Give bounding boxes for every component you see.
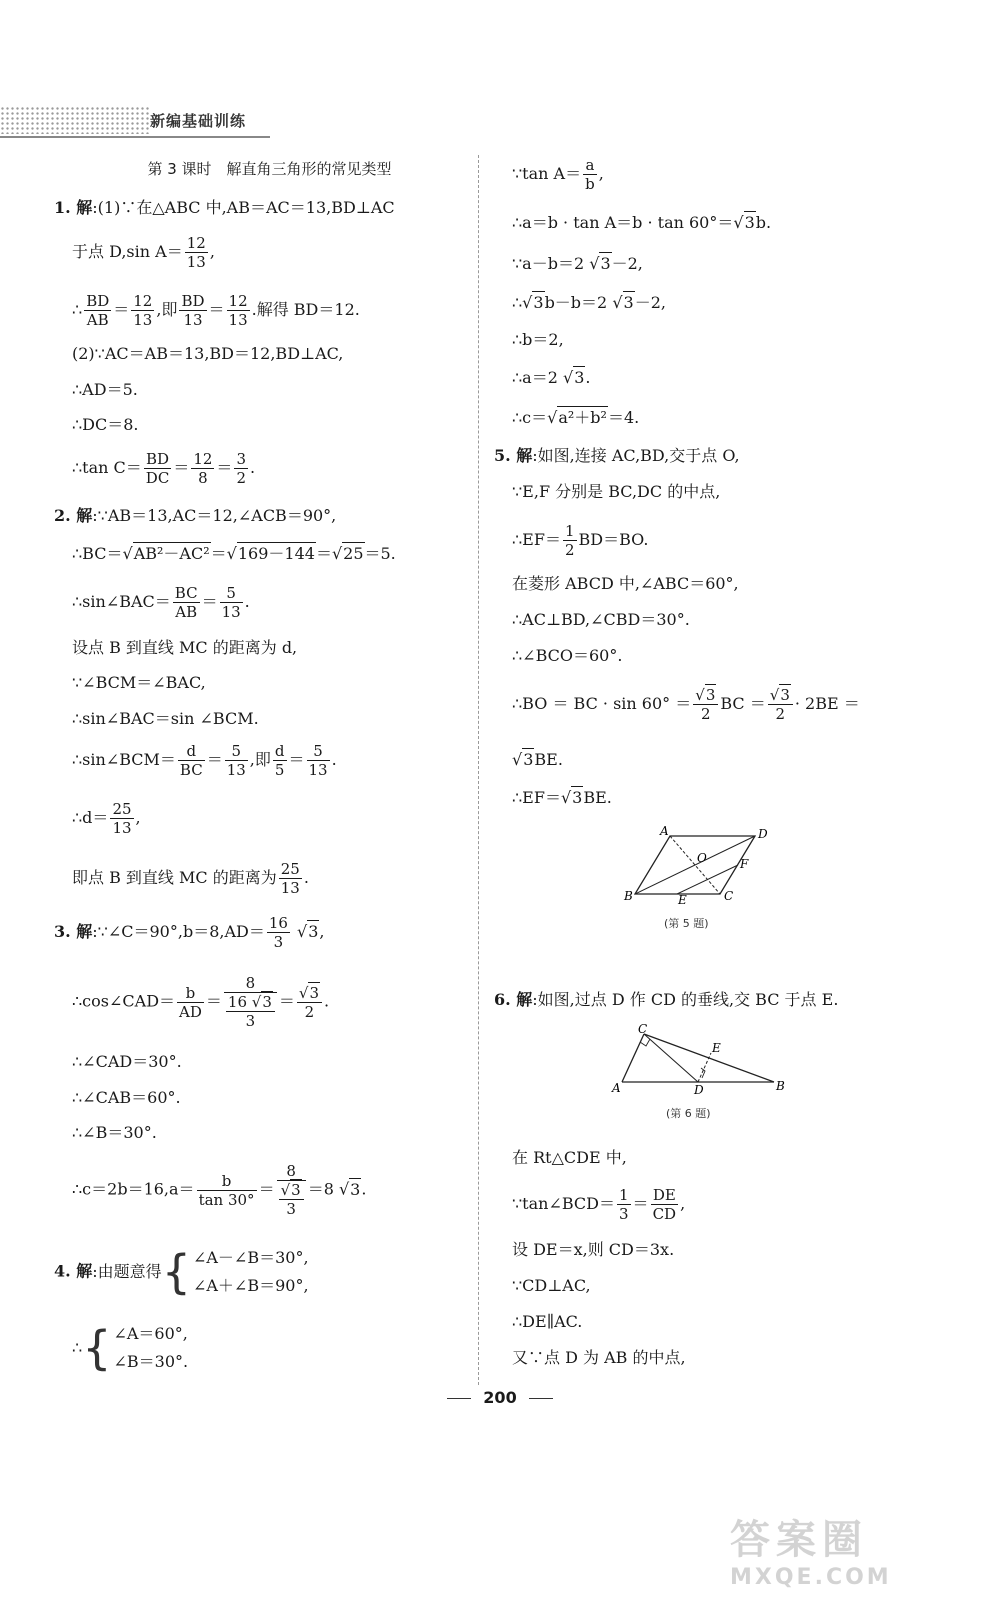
page-number: 200 — [0, 1388, 1000, 1407]
problem-6-label: 6. 解 — [494, 990, 533, 1009]
label-f: F — [740, 857, 749, 871]
problem-2-line-2: ∴BC＝√AB²－AC²＝√169－144＝√25＝5. — [72, 544, 396, 563]
page-number-dash-left — [447, 1398, 471, 1399]
problem-6-line-6: ∴DE∥AC. — [512, 1312, 583, 1331]
problem-1-line-4: (2)∵AC＝AB＝13,BD＝12,BD⊥AC, — [72, 344, 344, 363]
compound-fraction: $\frac{8}{\frac{√3}{3}}$ — [277, 1162, 306, 1218]
fraction: $\frac{12}{13}$ — [228, 292, 248, 329]
fraction: $\frac{DE}{CD}$ — [652, 1186, 677, 1223]
fraction: $\frac{1}{2}$ — [564, 522, 575, 559]
problem-5-line-1: 5. 解:如图,连接 AC,BD,交于点 O, — [494, 446, 740, 465]
problem-3-line-2: ∴cos∠CAD＝ $\frac{b}{AD}$ ＝ $\frac{8}{\frac{16 √3}{3}}$ ＝ $\frac{√3}{2}$ . — [72, 974, 330, 1030]
figure-6-triangle — [612, 1022, 788, 1097]
problem-5-line-2: ∵E,F 分别是 BC,DC 的中点, — [512, 482, 721, 501]
problem-2-line-1: 2. 解:∵AB＝13,AC＝12,∠ACB＝90°, — [54, 506, 337, 525]
fraction: $\frac{BD}{DC}$ — [145, 450, 170, 487]
problem-4-line-1: 4. 解:由题意得 { ∠A－∠B＝30°, ∠A＋∠B＝90°, — [54, 1245, 309, 1299]
right-line-6: ∴a＝2 √3. — [512, 368, 591, 387]
right-line-5: ∴b＝2, — [512, 330, 564, 349]
page-number-dash-right — [529, 1398, 553, 1399]
problem-1-line-3: ∴ $\frac{BD}{AB}$ ＝ $\frac{12}{13}$ ,即 $\frac{BD}{13}$ ＝ $\frac{12}{13}$ .解得 BD＝12. — [72, 292, 360, 329]
problem-5-line-6: ∴∠BCO＝60°. — [512, 646, 623, 665]
fraction: $\frac{12}{13}$ — [133, 292, 153, 329]
right-line-7: ∴c＝√a²＋b²＝4. — [512, 408, 640, 427]
fraction: $\frac{b}{\tan 30^\circ}$ — [198, 1171, 255, 1209]
problem-1-line-2: 于点 D,sin A＝ $\frac{12}{13}$ , — [72, 234, 215, 271]
problem-6-line-1: 6. 解:如图,过点 D 作 CD 的垂线,交 BC 于点 E. — [494, 990, 839, 1009]
right-line-4: ∴√3b－b＝2 √3－2, — [512, 293, 666, 312]
problem-5-line-8: √3BE. — [512, 750, 563, 769]
watermark-bottom-text: MXQE.COM — [730, 1565, 892, 1590]
fraction: $\frac{d}{5}$ — [274, 742, 285, 779]
problem-1-label: 1. 解 — [54, 198, 93, 217]
fraction: $\frac{a}{b}$ — [585, 156, 595, 193]
problem-6-line-7: 又∵点 D 为 AB 的中点, — [512, 1348, 686, 1367]
label-c: C — [638, 1022, 648, 1036]
fraction: $\frac{BD}{13}$ — [181, 292, 205, 329]
problem-5-line-3: ∴EF＝ $\frac{1}{2}$ BD＝BO. — [512, 522, 649, 559]
section-title: 第 3 课时 解直角三角形的常见类型 — [147, 160, 392, 178]
label-e: E — [678, 893, 687, 907]
problem-5-line-9: ∴EF＝√3BE. — [512, 788, 612, 807]
fraction: $\frac{1}{3}$ — [619, 1186, 629, 1223]
fraction: $\frac{b}{AD}$ — [179, 983, 202, 1021]
problem-5-line-5: ∴AC⊥BD,∠CBD＝30°. — [512, 610, 690, 629]
label-b: B — [624, 889, 633, 903]
label-e: E — [712, 1041, 721, 1055]
problem-1-line-5: ∴AD＝5. — [72, 380, 138, 399]
side-ac — [622, 1034, 644, 1082]
problem-5-line-4: 在菱形 ABCD 中,∠ABC＝60°, — [512, 574, 739, 593]
fraction: $\frac{12}{13}$ — [186, 234, 206, 271]
problem-3-line-5: ∴∠B＝30°. — [72, 1123, 157, 1142]
column-divider — [478, 155, 479, 1385]
problem-3-line-6: ∴c＝2b＝16,a＝ $\frac{b}{\tan 30^\circ}$ ＝ $\frac{8}{\frac{√3}{3}}$ ＝8 √3. — [72, 1162, 367, 1218]
problem-1-line-7: ∴tan C＝ $\frac{BD}{DC}$ ＝ $\frac{12}{8}$ ＝ $\frac{3}{2}$ . — [72, 450, 256, 487]
problem-3-label: 3. 解 — [54, 922, 93, 941]
problem-6-line-2: 在 Rt△CDE 中, — [512, 1148, 627, 1167]
fraction: $\frac{5}{13}$ — [226, 742, 246, 779]
fraction: $\frac{BC}{AB}$ — [174, 584, 198, 621]
header-title: 新编基础训练 — [150, 112, 247, 130]
fraction: $\frac{5}{13}$ — [308, 742, 328, 779]
watermark-logo — [730, 1508, 970, 1588]
figure-6-caption: (第 6 题) — [666, 1107, 711, 1120]
problem-3-line-4: ∴∠CAB＝60°. — [72, 1088, 181, 1107]
problem-2-line-5: ∵∠BCM＝∠BAC, — [72, 673, 206, 692]
fraction: $\frac{16}{3}$ — [268, 914, 288, 951]
figure-5-rhombus — [624, 822, 780, 907]
fraction: $\frac{25}{13}$ — [280, 860, 300, 897]
label-c: C — [724, 889, 734, 903]
right-line-3: ∵a－b＝2 √3－2, — [512, 254, 643, 273]
label-a: A — [612, 1081, 621, 1095]
label-b: B — [776, 1079, 785, 1093]
right-angle-mark-d — [701, 1068, 705, 1078]
fraction: $\frac{3}{2}$ — [236, 450, 246, 487]
problem-2-line-6: ∴sin∠BAC＝sin ∠BCM. — [72, 709, 259, 728]
label-o: O — [697, 851, 707, 865]
problem-2-line-3: ∴sin∠BAC＝ $\frac{BC}{AB}$ ＝ $\frac{5}{13}$ . — [72, 584, 250, 621]
fraction: $\frac{√3}{2}$ — [693, 686, 718, 723]
fraction: $\frac{12}{8}$ — [193, 450, 213, 487]
problem-2-line-9: 即点 B 到直线 MC 的距离为 $\frac{25}{13}$ . — [72, 860, 309, 897]
problem-6-line-4: 设 DE＝x,则 CD＝3x. — [512, 1240, 675, 1259]
problem-2-line-4: 设点 B 到直线 MC 的距离为 d, — [72, 638, 298, 657]
problem-2-line-7: ∴sin∠BCM＝ $\frac{d}{BC}$ ＝ $\frac{5}{13}$ ,即 $\frac{d}{5}$ ＝ $\frac{5}{13}$ . — [72, 742, 337, 779]
problem-3-line-3: ∴∠CAD＝30°. — [72, 1052, 182, 1071]
right-line-2: ∴a＝b · tan A＝b · tan 60°＝√3b. — [512, 213, 772, 232]
equation-system: { ∠A－∠B＝30°, ∠A＋∠B＝90°, — [161, 1245, 309, 1299]
problem-3-line-1: 3. 解:∵∠C＝90°,b＝8,AD＝ $\frac{16}{3}$ √3, — [54, 914, 325, 951]
problem-4-label: 4. 解 — [54, 1261, 93, 1281]
problem-1-line-6: ∴DC＝8. — [72, 415, 139, 434]
figure-5-caption: (第 5 题) — [664, 917, 709, 930]
header-dot-pattern — [0, 106, 150, 134]
segment-de — [698, 1053, 711, 1082]
label-a: A — [660, 824, 669, 838]
header-rule — [0, 136, 270, 138]
problem-1-line-1: 1. 解:(1)∵在△ABC 中,AB＝AC＝13,BD⊥AC — [54, 198, 395, 217]
problem-6-line-5: ∵CD⊥AC, — [512, 1276, 591, 1295]
fraction: $\frac{BD}{AB}$ — [86, 292, 110, 329]
fraction: $\frac{√3}{2}$ — [297, 984, 322, 1021]
running-header — [0, 100, 270, 140]
left-brace-icon: { — [161, 1245, 191, 1299]
equation-system: { ∠A＝60°, ∠B＝30°. — [82, 1321, 189, 1375]
problem-2-line-8: ∴d＝ $\frac{25}{13}$ , — [72, 800, 141, 837]
problem-6-line-3: ∵tan∠BCD＝ $\frac{1}{3}$ ＝ $\frac{DE}{CD}$ , — [512, 1186, 686, 1223]
fraction: $\frac{√3}{2}$ — [768, 686, 793, 723]
fraction: $\frac{d}{BC}$ — [179, 742, 203, 779]
fraction: $\frac{5}{13}$ — [221, 584, 241, 621]
label-d: D — [758, 827, 768, 841]
left-brace-icon: { — [82, 1321, 112, 1375]
problem-4-line-2: ∴ { ∠A＝60°, ∠B＝30°. — [72, 1321, 189, 1375]
right-line-1: ∵tan A＝ $\frac{a}{b}$ , — [512, 156, 604, 193]
label-d: D — [694, 1083, 704, 1097]
problem-2-label: 2. 解 — [54, 506, 93, 525]
segment-cd — [644, 1034, 698, 1082]
watermark-top-text: 答案圈 — [730, 1517, 868, 1563]
problem-5-line-7: ∴BO ＝ BC · sin 60° ＝ $\frac{√3}{2}$ BC ＝ $\frac{√3}{2}$ · 2BE ＝ — [512, 686, 860, 723]
problem-5-label: 5. 解 — [494, 446, 533, 465]
compound-fraction: $\frac{8}{\frac{16 √3}{3}}$ — [224, 974, 277, 1030]
fraction: $\frac{25}{13}$ — [112, 800, 132, 837]
